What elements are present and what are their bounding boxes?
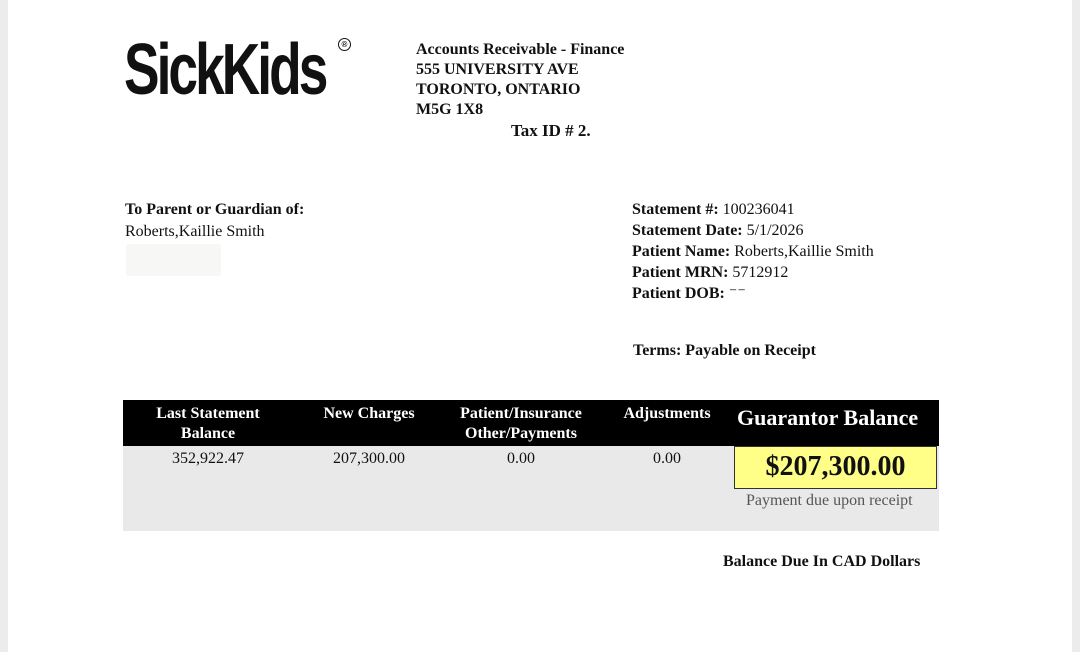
billing-address xyxy=(416,40,624,120)
patient-name: Roberts,Kaillie Smith xyxy=(734,243,874,260)
currency-note: Balance Due In CAD Dollars xyxy=(723,553,921,570)
header-adjustments: Adjustments xyxy=(623,405,711,422)
payment-terms: Terms: Payable on Receipt xyxy=(633,342,816,359)
header-payments: Patient/Insurance Other/Payments xyxy=(460,405,582,442)
tax-id: Tax ID # 2. xyxy=(511,121,591,140)
recipient-label: To Parent or Guardian of: xyxy=(125,201,305,218)
value-payments: 0.00 xyxy=(507,450,535,467)
header-guarantor-balance: Guarantor Balance xyxy=(737,405,919,430)
patient-name-label: Patient Name: xyxy=(632,243,731,260)
patient-mrn: 5712912 xyxy=(732,264,789,281)
value-last-statement: 352,922.47 xyxy=(172,450,244,467)
address-line-3: TORONTO, ONTARIO xyxy=(416,81,581,98)
patient-mrn-label: Patient MRN: xyxy=(632,264,729,281)
recipient-name: Roberts,Kaillie Smith xyxy=(125,223,265,240)
registered-mark: ® xyxy=(338,38,351,51)
guarantor-balance-amount: $207,300.00 xyxy=(734,446,937,489)
recipient-block xyxy=(125,199,304,243)
statement-number: 100236041 xyxy=(722,201,795,218)
statement-date-label: Statement Date: xyxy=(632,222,743,239)
patient-dob: ⁻⁻ xyxy=(728,285,746,302)
redacted-address xyxy=(126,244,221,276)
address-line-4: M5G 1X8 xyxy=(416,101,484,118)
value-adjustments: 0.00 xyxy=(653,450,681,467)
statement-details xyxy=(632,199,874,304)
value-new-charges: 207,300.00 xyxy=(333,450,405,467)
statement-number-label: Statement #: xyxy=(632,201,719,218)
address-line-2: 555 UNIVERSITY AVE xyxy=(416,61,579,78)
sickkids-logo: SickKids xyxy=(124,30,326,110)
payment-due-note: Payment due upon receipt xyxy=(746,492,913,509)
header-last-statement: Last Statement Balance xyxy=(156,405,260,442)
statement-date: 5/1/2026 xyxy=(746,222,804,239)
patient-dob-label: Patient DOB: xyxy=(632,285,725,302)
header-new-charges: New Charges xyxy=(323,405,415,422)
address-line-1: Accounts Receivable - Finance xyxy=(416,41,625,58)
